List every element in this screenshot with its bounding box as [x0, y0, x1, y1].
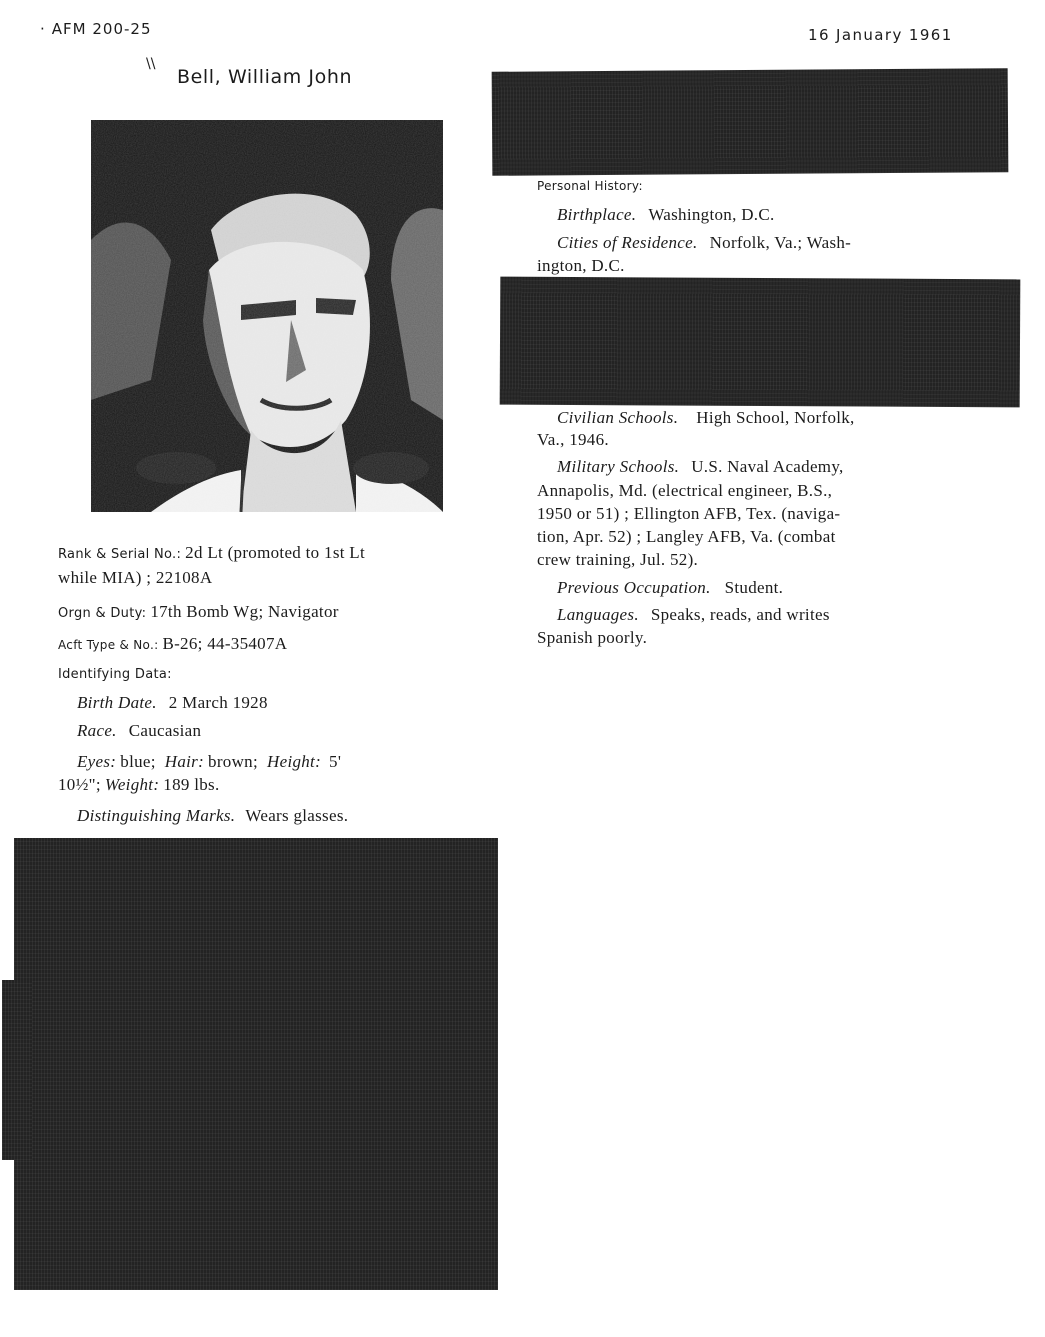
civilian-label: Civilian Schools.: [557, 408, 679, 427]
document-date: 16 January 1961: [808, 26, 953, 44]
military-line-2: Annapolis, Md. (electrical engineer, B.S.,: [537, 481, 833, 500]
height-cont: 10½";: [58, 775, 101, 794]
marks-value: Wears glasses.: [245, 806, 349, 825]
military-label: Military Schools.: [557, 457, 680, 476]
civilian-line-2: Va., 1946.: [537, 430, 609, 449]
birth-date-line: [77, 693, 268, 713]
rank-line-2: while MIA) ; 22108A: [58, 568, 213, 587]
physical-line-1: [77, 752, 341, 772]
occupation-label: Previous Occupation.: [557, 578, 711, 597]
form-number: [40, 20, 152, 38]
birthplace-label: Birthplace.: [557, 205, 637, 224]
redaction-edge-left: [2, 980, 32, 1160]
rank-line-1: [58, 543, 365, 563]
rank-label: Rank & Serial No.:: [58, 547, 182, 562]
race-value: Caucasian: [128, 721, 202, 740]
acft-line: [58, 634, 287, 654]
residence-line-2: ington, D.C.: [537, 256, 625, 275]
subject-name: Bell, William John: [177, 66, 353, 88]
race-line: [77, 721, 201, 741]
redaction-block-bottom-left: [14, 838, 498, 1290]
birthplace-value: Washington, D.C.: [648, 205, 775, 224]
residence-value: Norfolk, Va.; Wash-: [709, 233, 852, 252]
form-number-text: AFM 200-25: [51, 20, 152, 38]
birth-date-value: 2 March 1928: [168, 693, 268, 712]
birth-date-label: Birth Date.: [77, 693, 157, 712]
languages-line-2: Spanish poorly.: [537, 628, 648, 647]
weight-label: Weight:: [104, 775, 160, 794]
military-line-5: crew training, Jul. 52).: [537, 550, 699, 569]
military-line-3: 1950 or 51) ; Ellington AFB, Tex. (naviga-: [537, 504, 841, 523]
redaction-block-top-right: [492, 68, 1009, 176]
marks-line: [77, 806, 348, 826]
residence-label: Cities of Residence.: [557, 233, 698, 252]
portrait-image: [91, 120, 443, 512]
eyes-value: blue;: [120, 752, 156, 771]
civilian-line-1: [557, 408, 855, 428]
languages-label: Languages.: [557, 605, 639, 624]
orgn-value: 17th Bomb Wg; Navigator: [150, 602, 339, 621]
margin-mark: \\: [146, 56, 156, 72]
acft-value: B-26; 44-35407A: [162, 634, 288, 653]
identifying-label: Identifying Data:: [58, 667, 172, 682]
residence-line-1: [557, 233, 851, 253]
orgn-label: Orgn & Duty:: [58, 606, 147, 621]
weight-value: 189 lbs.: [163, 775, 220, 794]
occupation-value: Student.: [724, 578, 784, 597]
hair-value: brown;: [208, 752, 259, 771]
military-value: U.S. Naval Academy,: [691, 457, 844, 476]
military-line-4: tion, Apr. 52) ; Langley AFB, Va. (combat: [537, 527, 836, 546]
height-label: Height:: [267, 752, 322, 771]
eyes-label: Eyes:: [77, 752, 117, 771]
languages-value: Speaks, reads, and writes: [650, 605, 830, 624]
personal-history-label: Personal History:: [537, 179, 643, 193]
languages-line-1: [557, 605, 830, 625]
marks-label: Distinguishing Marks.: [77, 806, 236, 825]
military-line-1: [557, 457, 844, 477]
occupation-line: [557, 578, 783, 598]
redaction-block-middle-right: [500, 277, 1021, 408]
orgn-line: [58, 602, 339, 622]
physical-line-2: [58, 775, 220, 795]
rank-value: 2d Lt (promoted to 1st Lt: [185, 543, 366, 562]
birthplace-line: [557, 205, 775, 225]
subject-photo: [91, 120, 443, 512]
race-label: Race.: [77, 721, 117, 740]
height-value: 5': [329, 752, 342, 771]
acft-label: Acft Type & No.:: [58, 638, 159, 652]
bullet-mark: ·: [40, 20, 46, 38]
civilian-value: High School, Norfolk,: [696, 408, 855, 427]
hair-label: Hair:: [164, 752, 205, 771]
